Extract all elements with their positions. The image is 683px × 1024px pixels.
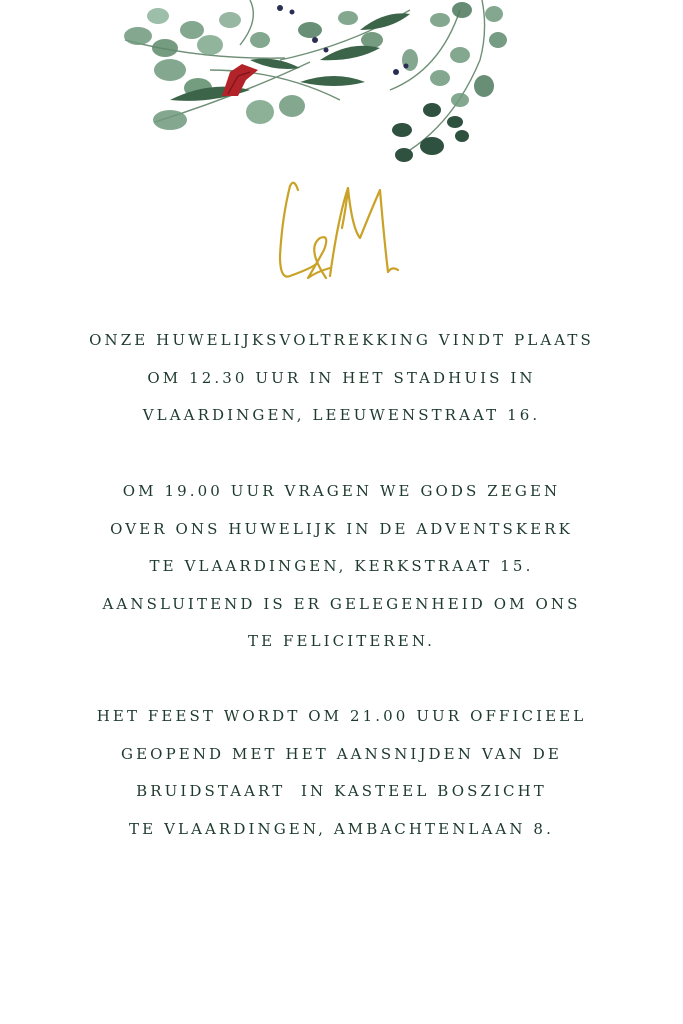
ceremony-paragraph [0,322,683,435]
text-line: TE VLAARDINGEN, AMBACHTENLAAN 8. [129,819,554,838]
church-blessing-paragraph [0,473,683,661]
text-line: ONZE HUWELIJKSVOLTREKKING VINDT PLAATS [89,331,594,349]
text-line: TE VLAARDINGEN, KERKSTRAAT 15. [149,557,534,576]
text-line: GEOPEND MET HET AANSNIJDEN VAN DE [121,744,562,763]
text-line: BRUIDSTAART IN KASTEEL BOSZICHT [136,782,547,801]
monogram-lm [268,168,413,288]
text-line: OM 12.30 UUR IN HET STADHUIS IN [147,368,536,387]
text-line: HET FEEST WORDT OM 21.00 UUR OFFICIEEL [96,707,587,725]
text-line: VLAARDINGEN, LEEUWENSTRAAT 16. [142,406,541,425]
eucalyptus-wreath-icon [110,0,530,170]
text-line: AANSLUITEND IS ER GELEGENHEID OM ONS [102,594,581,613]
text-line: TE FELICITEREN. [247,632,435,651]
party-paragraph [0,698,683,848]
text-line: OM 19.00 UUR VRAGEN WE GODS ZEGEN [122,482,561,500]
text-line: OVER ONS HUWELIJK IN DE ADVENTSKERK [110,519,573,538]
